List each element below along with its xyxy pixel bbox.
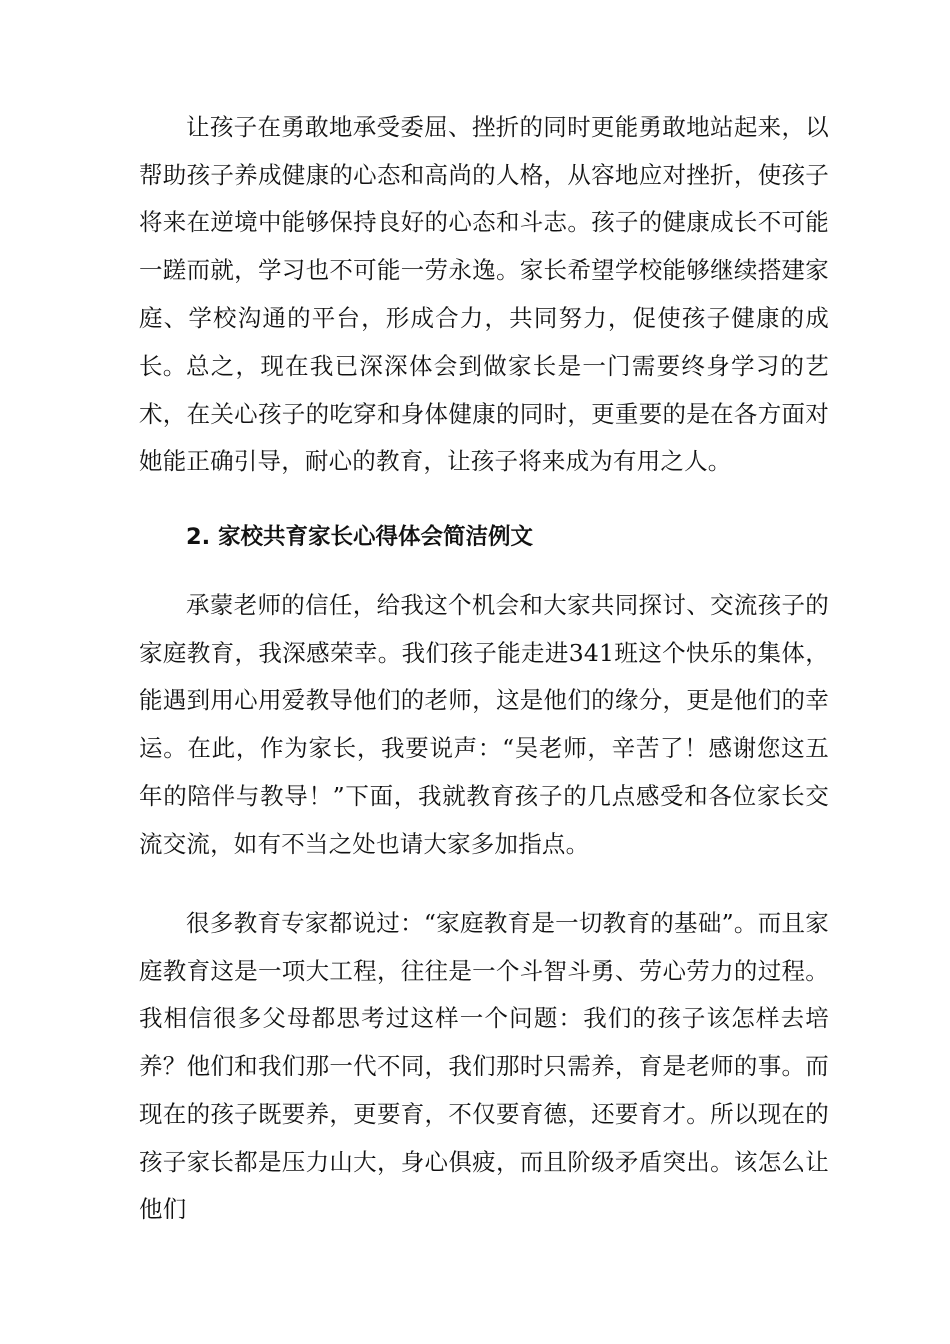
paragraph-1: 让孩子在勇敢地承受委屈、挫折的同时更能勇敢地站起来，以帮助孩子养成健康的心态和高尚的人格，从容地应对挫折，使孩子将来在逆境中能够保持良好的心态和斗志。孩子的健康成长不可能一蹉而就，学习也不可能一劳永逸。家长希望学校能够继续搭建家庭、学校沟通的平台，形成合力，共同努力，促使孩子健康的成长。: [139, 113, 829, 380]
section-heading: 2. 家校共育家长心得体会简洁例文: [186, 524, 534, 550]
paragraph-2: 总之，现在我已深深体会到做家长是一门需要终身学习的艺术，在关心孩子的吃穿和身体健康的同时，更重要的是在各方面对她能正确引导，耐心的教育，让孩子将来成为有用之人。: [139, 352, 829, 476]
paragraph-3: 承蒙老师的信任，给我这个机会和大家共同探讨、交流孩子的家庭教育，我深感荣幸。我们孩子能走进341班这个快乐的集体，能遇到用心用爱教导他们的老师，这是他们的缘分，更是他们的幸运。在此，作为家长，我要说声：“吴老师，辛苦了！感谢您这五年的陪伴与教导！”下面，我就教育孩子的几点感受和各位家长交流交流，如有不当之处也请大家多加指点。: [139, 591, 829, 858]
paragraph-4: 很多教育专家都说过：“家庭教育是一切教育的基础”。而且家庭教育这是一项大工程，往往是一个斗智斗勇、劳心劳力的过程。我相信很多父母都思考过这样一个问题：我们的孩子该怎样去培养？他们和我们那一代不同，我们那时只需养，育是老师的事。而现在的孩子既要养，更要育，不仅要育德，还要育才。所以现在的孩子家长都是压力山大，身心俱疲，而且阶级矛盾突出。该怎么让他们: [139, 909, 829, 1224]
